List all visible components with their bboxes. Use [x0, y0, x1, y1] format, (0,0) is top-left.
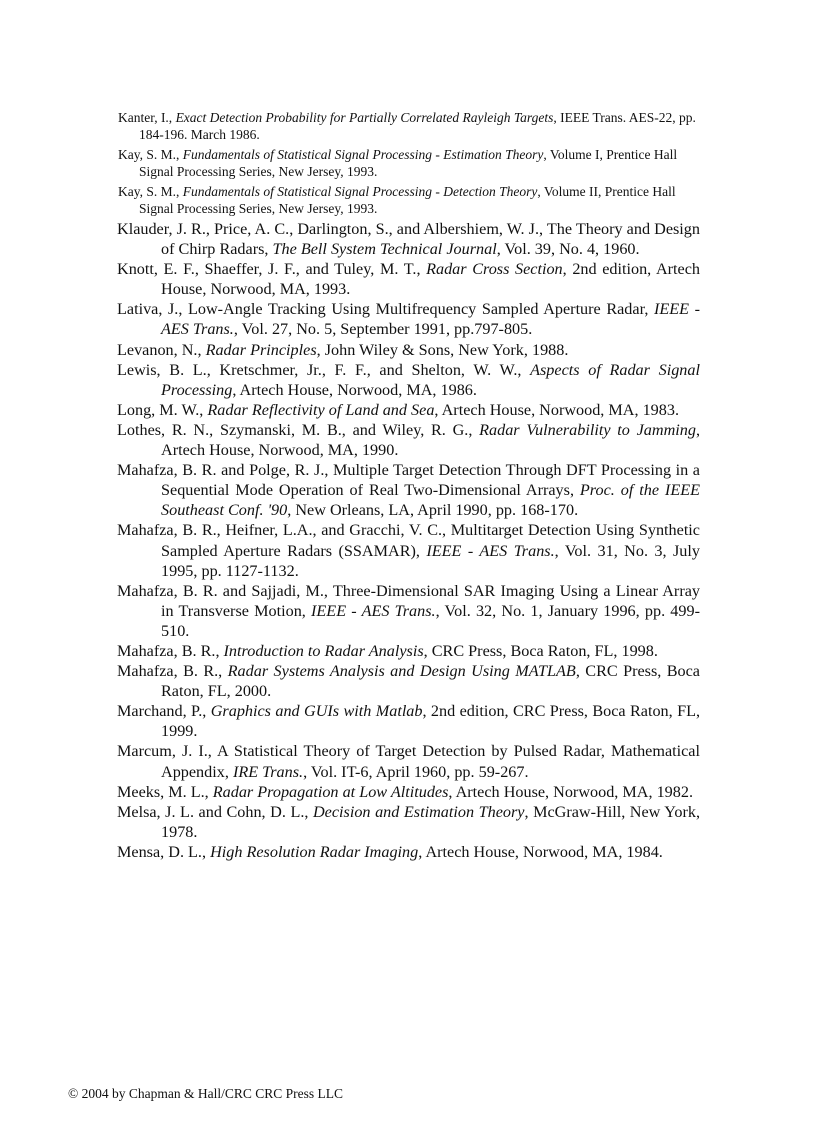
- reference-entry: [117, 701, 700, 741]
- reference-authors: Mahafza, B. R.,: [117, 662, 228, 681]
- reference-authors: Mensa, D. L.,: [117, 842, 211, 861]
- reference-title: Radar Cross Section: [426, 260, 563, 279]
- reference-details: , John Wiley & Sons, New York, 1988.: [316, 340, 569, 359]
- reference-authors: Kay, S. M.,: [118, 184, 183, 199]
- reference-authors: Levanon, N.,: [117, 340, 206, 359]
- reference-title: IEEE - AES Trans.: [426, 541, 555, 560]
- reference-entry: [117, 782, 700, 802]
- reference-authors: Marchand, P.,: [117, 702, 211, 721]
- reference-entry: [117, 340, 700, 360]
- reference-details: , CRC Press, Boca Raton, FL, 1998.: [423, 641, 658, 660]
- reference-authors: Knott, E. F., Shaeffer, J. F., and Tuley, M. T.,: [117, 260, 427, 279]
- reference-title: Decision and Estimation Theory: [312, 802, 525, 821]
- reference-authors: Mahafza, B. R. and Sajjadi, M., Three-Dimensional SAR Imaging Using a Linear Array in Transverse Motion,: [117, 581, 700, 620]
- reference-details: , Vol. 39, No. 4, 1960.: [496, 240, 640, 259]
- reference-entry: [117, 842, 700, 862]
- reference-entry: [117, 520, 700, 580]
- reference-authors: Lewis, B. L., Kretschmer, Jr., F. F., and Shelton, W. W.,: [117, 360, 531, 379]
- reference-details: , IEEE Trans. AES-22, pp. 184-196. March 1986.: [139, 110, 696, 142]
- reference-authors: Mahafza, B. R. and Polge, R. J., Multiple Target Detection Through DFT Processing in a Sequential Mode Operation of Real Two-Dimensional Arrays,: [117, 461, 700, 500]
- reference-details: , Vol. 27, No. 5, September 1991, pp.797-805.: [233, 320, 533, 339]
- reference-list-small: [118, 109, 701, 220]
- reference-entry: [117, 661, 700, 701]
- reference-details: , Artech House, Norwood, MA, 1984.: [418, 842, 663, 861]
- reference-details: , Artech House, Norwood, MA, 1983.: [434, 400, 680, 419]
- reference-title: Proc. of the IEEE Southeast Conf. '90: [161, 481, 700, 520]
- reference-details: , Artech House, Norwood, MA, 1982.: [448, 782, 693, 801]
- reference-entry: [117, 741, 700, 781]
- reference-authors: Long, M. W.,: [117, 400, 208, 419]
- reference-authors: Mahafza, B. R.,: [117, 641, 224, 660]
- reference-entry: [117, 802, 700, 842]
- reference-details: , Vol. 32, No. 1, January 1996, pp. 499-510.: [161, 601, 700, 640]
- reference-entry: [117, 259, 700, 299]
- reference-title: Introduction to Radar Analysis: [223, 641, 424, 660]
- reference-title: Fundamentals of Statistical Signal Processing - Detection Theory: [182, 184, 538, 199]
- reference-details: , 2nd edition, CRC Press, Boca Raton, FL, 1999.: [161, 702, 701, 741]
- reference-authors: Lothes, R. N., Szymanski, M. B., and Wiley, R. G.,: [117, 420, 480, 439]
- reference-title: IEEE - AES Trans.: [161, 300, 701, 339]
- reference-entry: [118, 146, 701, 180]
- reference-details: , Vol. 31, No. 3, July 1995, pp. 1127-1132.: [161, 541, 700, 580]
- reference-title: Radar Vulnerability to Jamming: [479, 420, 696, 439]
- reference-entry: [117, 641, 700, 661]
- reference-authors: Mahafza, B. R., Heifner, L.A., and Gracchi, V. C., Multitarget Detection Using Synthetic Sampled Aperture Radars (SSAMAR),: [117, 521, 700, 560]
- reference-title: Radar Principles: [205, 340, 317, 359]
- reference-title: Radar Propagation at Low Altitudes: [212, 782, 449, 801]
- reference-entry: [117, 400, 700, 420]
- copyright-footer: © 2004 by Chapman & Hall/CRC CRC Press LLC: [68, 1086, 344, 1101]
- reference-details: , New Orleans, LA, April 1990, pp. 168-170.: [287, 501, 579, 520]
- reference-title: Graphics and GUIs with Matlab: [210, 702, 423, 721]
- reference-details: , McGraw-Hill, New York, 1978.: [161, 802, 701, 841]
- reference-authors: Kanter, I.,: [118, 110, 176, 125]
- reference-title: IEEE - AES Trans.: [311, 601, 436, 620]
- reference-entry: [117, 219, 700, 259]
- reference-list: [117, 219, 700, 862]
- reference-title: IRE Trans.: [232, 762, 304, 781]
- reference-entry: [117, 420, 700, 460]
- reference-details: , 2nd edition, Artech House, Norwood, MA, 1993.: [161, 260, 700, 299]
- reference-authors: Meeks, M. L.,: [117, 782, 213, 801]
- reference-details: , Volume I, Prentice Hall Signal Processing Series, New Jersey, 1993.: [139, 147, 678, 179]
- reference-details: , CRC Press, Boca Raton, FL, 2000.: [161, 662, 700, 701]
- reference-authors: Melsa, J. L. and Cohn, D. L.,: [117, 802, 313, 821]
- reference-authors: Kay, S. M.,: [118, 147, 183, 162]
- reference-entry: [117, 360, 700, 400]
- reference-title: High Resolution Radar Imaging: [210, 842, 419, 861]
- reference-details: , Artech House, Norwood, MA, 1990.: [161, 420, 700, 460]
- reference-title: Aspects of Radar Signal Processing: [161, 360, 700, 399]
- reference-entry: [118, 183, 701, 217]
- reference-authors: Lativa, J., Low-Angle Tracking Using Multifrequency Sampled Aperture Radar,: [117, 300, 654, 319]
- reference-details: , Artech House, Norwood, MA, 1986.: [232, 380, 477, 399]
- reference-details: , Vol. IT-6, April 1960, pp. 59-267.: [303, 762, 529, 781]
- reference-title: The Bell System Technical Journal: [272, 240, 497, 259]
- reference-authors: Klauder, J. R., Price, A. C., Darlington, S., and Albershiem, W. J., The Theory and Design of Chirp Radars,: [117, 220, 700, 259]
- reference-entry: [117, 581, 700, 641]
- reference-details: , Volume II, Prentice Hall Signal Processing Series, New Jersey, 1993.: [139, 184, 676, 216]
- reference-title: Radar Reflectivity of Land and Sea: [207, 400, 435, 419]
- reference-entry: [118, 109, 701, 143]
- reference-entry: [117, 460, 700, 520]
- reference-title: Exact Detection Probability for Partially Correlated Rayleigh Targets: [175, 110, 554, 125]
- reference-title: Radar Systems Analysis and Design Using MATLAB: [227, 662, 576, 681]
- reference-title: Fundamentals of Statistical Signal Processing - Estimation Theory: [182, 147, 544, 162]
- reference-authors: Marcum, J. I., A Statistical Theory of Target Detection by Pulsed Radar, Mathematical Appendix,: [117, 742, 700, 781]
- reference-entry: [117, 299, 700, 339]
